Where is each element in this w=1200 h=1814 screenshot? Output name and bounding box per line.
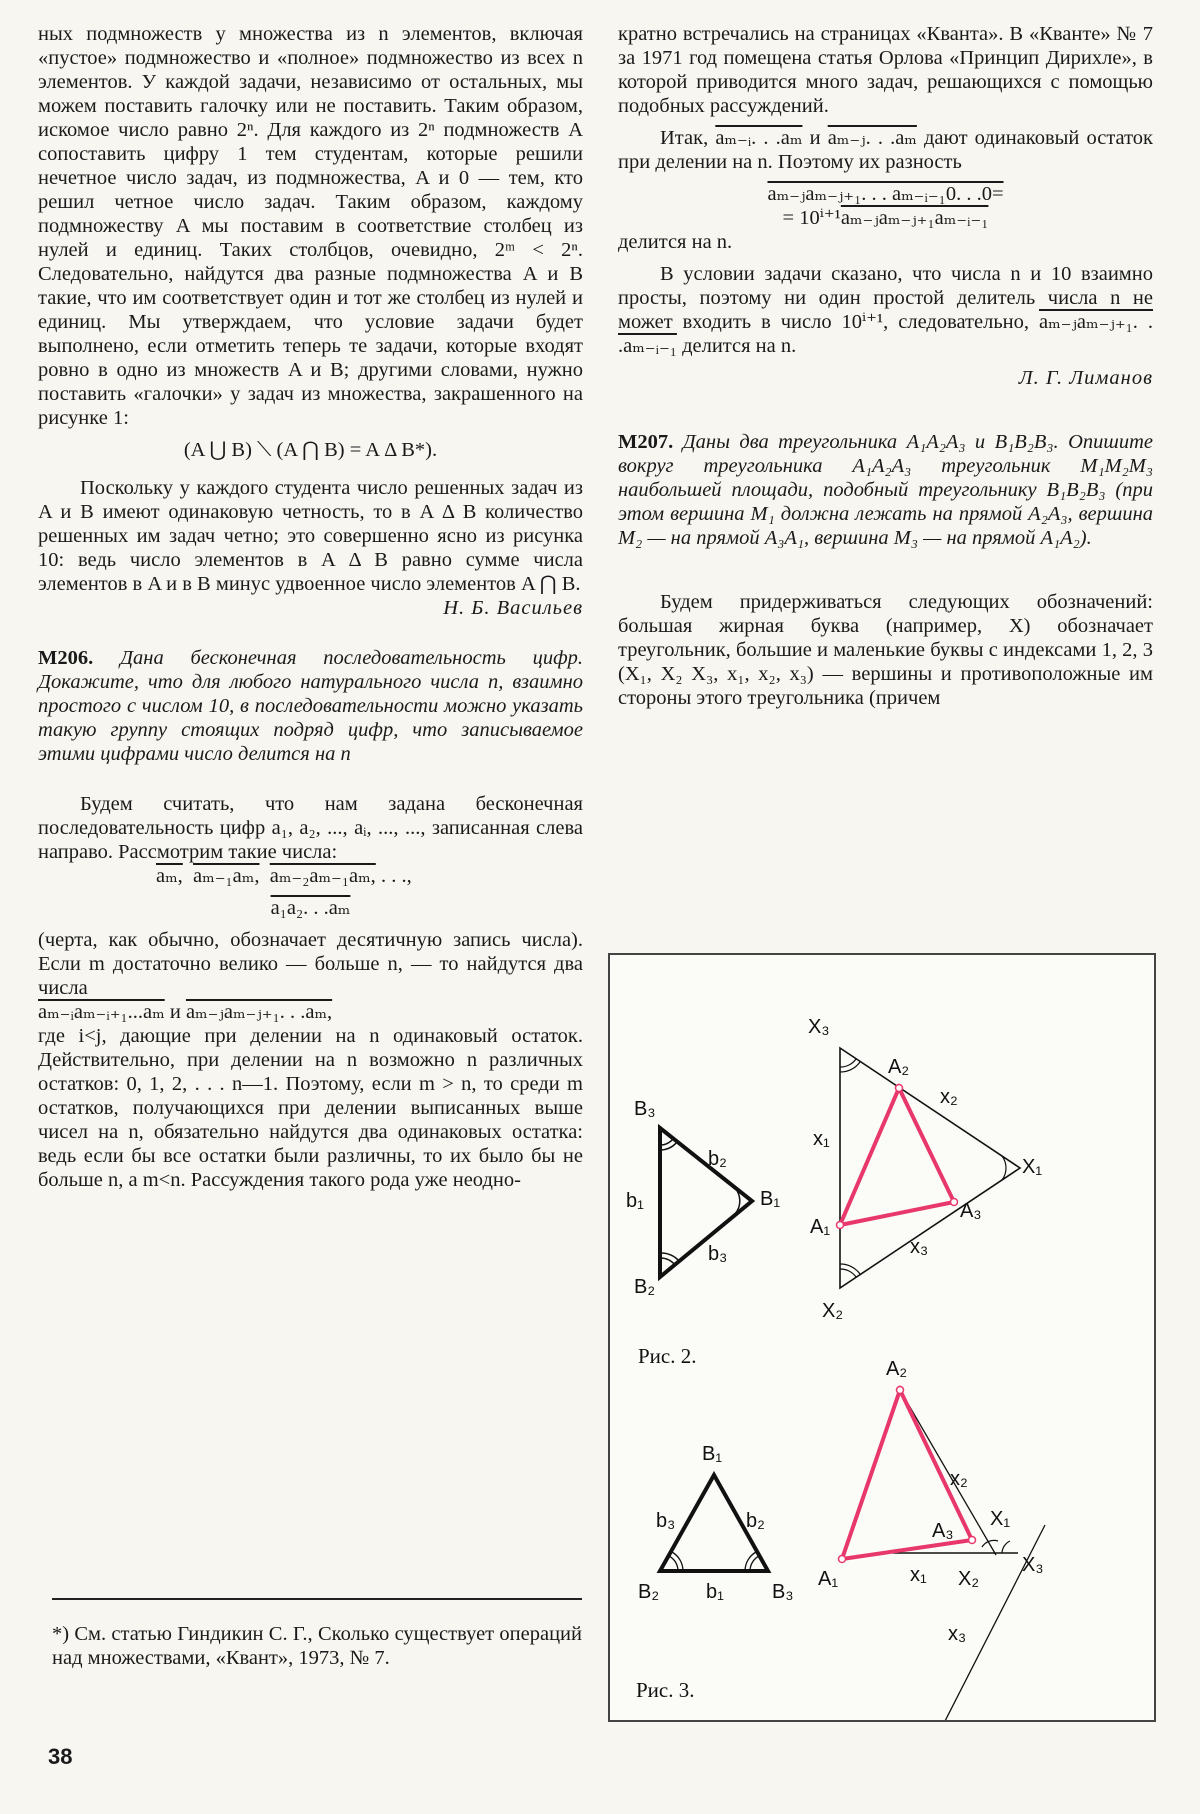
- left-paragraph-1: ных подмножеств у множества из n элементов, включая «пустое» подмножество и «полное» подмножество из всех n элементов. У каждой задачи, независимо от остальных, мы можем поставить галочку или не поставить. Таким образом, искомое число равно 2ⁿ. Для каждого из 2ⁿ подмножеств A сопоставить цифру 1 тем студентам, которые решили нечетное число задач, из подмножества, A и 0 — тем, кто решил четное число задач. Таким образом, каждому подмножеству A мы поставим в соответствие столбец из нулей и единиц. Таких столбцов, очевидно, 2ᵐ < 2ⁿ. Следовательно, найдутся два разные подмножества A и B такие, что им соответствует один и тот же столбец из нулей и единиц. Мы утверждаем, что условие задачи будет выполнено, если отметить теперь те задачи, которые входят ровно в одно из множеств A и B; другими словами, нужно поставить «галочки» у задач из множества, закрашенного на рисунке 1:: [38, 23, 583, 429]
- fig3-label-X2: X₂: [958, 1568, 980, 1590]
- signature-limanov: Л. Г. Лиманов: [1018, 367, 1153, 389]
- right-paragraph-4-text: В условии задачи сказано, что числа n и 10 взаимно просты, поэтому ни один простой делитель числа n не может входить в число 10ⁱ⁺¹, следовательно,: [618, 263, 1153, 333]
- number-am1: aₘ₋₁aₘ,: [193, 865, 260, 887]
- equals-sign: =: [782, 207, 795, 229]
- problem-m206-text: Дана бесконечная последовательность цифр. Докажите, что для любого натурального числа n, взаимно простого с числом 10, в последовательности можно указать такую группу стоящих подряд цифр, что записываемое этими цифрами число делится на n: [38, 647, 584, 765]
- difference-number: aₘ₋ⱼaₘ₋ⱼ₊₁. . . aₘ₋ᵢ₋₁0. . .0=: [767, 183, 1004, 205]
- number-a1-line: [38, 896, 583, 920]
- right-column: [618, 22, 1153, 710]
- fig3-angle-arc-x3: [1002, 1541, 1010, 1553]
- word-itak: Итак,: [660, 127, 709, 149]
- formula-set-difference: (A ⋃ B) ⟍ (A ⋂ B) = A Δ B*).: [183, 439, 438, 461]
- right-paragraph-4-end: делится на n.: [682, 335, 797, 357]
- fig2-angle-arc-x2: [840, 1269, 856, 1277]
- fig2-point-A2: [896, 1085, 903, 1092]
- fig2-label-B2: B₂: [634, 1276, 656, 1298]
- fig2-label-x2: x₂: [940, 1086, 958, 1108]
- fig2-angle-arc-x1: [1002, 1156, 1006, 1180]
- footnote: *) См. статью Гиндикин С. Г., Сколько существует операций над множествами, «Квант», 1973, № 7.: [52, 1623, 582, 1669]
- number-aj: aₘ₋ⱼaₘ₋ⱼ₊₁. . .aₘ,: [185, 1001, 333, 1023]
- left-column: [38, 22, 583, 1192]
- fig3-point-A2: [897, 1387, 904, 1394]
- fig2-label-x3: x₃: [910, 1236, 929, 1258]
- right-paragraph-5: Будем придерживаться следующих обозначений: большая жирная буква (например, X) обозначает треугольник, большие и маленькие буквы с индексами 1, 2, 3 (X₁, X₂ X₃, x₁, x₂, x₃) — вершины и противоположные им стороны этого треугольника (причем: [618, 591, 1153, 709]
- fig3-label-A1: A₁: [818, 1568, 839, 1590]
- left-paragraph-4a: (черта, как обычно, обозначает десятичную запись числа). Если m достаточно велико — больше n, — то найдутся два числа: [38, 929, 583, 999]
- fig3-point-A1: [839, 1556, 846, 1563]
- difference-formula-line-2: [618, 206, 1153, 230]
- number-dots: . . .,: [380, 865, 412, 887]
- difference-factor: aₘ₋ⱼaₘ₋ⱼ₊₁aₘ₋ᵢ₋₁: [840, 207, 989, 229]
- fig2-a-triangle-shape: [840, 1088, 954, 1225]
- number-amj: aₘ₋ⱼ. . .aₘ: [827, 127, 917, 149]
- fig2-label-b3: b₃: [708, 1243, 728, 1265]
- fig3-angle-arc-b2: [669, 1556, 678, 1571]
- signature-vasiliev: Н. Б. Васильев: [443, 597, 583, 619]
- right-paragraph-1: кратно встречались на страницах «Кванта». В «Кванте» № 7 за 1971 год помещена статья Орлова «Принцип Дирихле», в которой приводится много задач, решающихся с помощью подобных рассуждений.: [618, 23, 1153, 117]
- word-and-2: и: [809, 127, 821, 149]
- fig2-label-X3: X₃: [808, 1016, 830, 1038]
- fig3-label-x2: x₂: [950, 1468, 968, 1490]
- fig3-label-B3: B₃: [772, 1581, 794, 1603]
- problem-m207: [618, 430, 1153, 550]
- number-ai: aₘ₋ᵢaₘ₋ᵢ₊₁...aₘ: [38, 1001, 165, 1023]
- fig2-label-X2: X₂: [822, 1300, 844, 1322]
- fig2-label-B1: B₁: [760, 1188, 781, 1210]
- fig2-point-A1: [837, 1222, 844, 1229]
- fig3-label-b1: b₁: [706, 1581, 724, 1603]
- right-paragraph-4: [618, 262, 1153, 358]
- fig2-caption: Рис. 2.: [638, 1344, 697, 1368]
- difference-formula-line-1: [618, 182, 1153, 206]
- problem-m207-label: М207.: [618, 431, 674, 453]
- two-numbers-line: [38, 1000, 583, 1024]
- fig3-label-A3: A₃: [932, 1520, 954, 1542]
- fig2-label-X1: X₁: [1022, 1156, 1043, 1178]
- fig2-triangle-b: [626, 1098, 780, 1298]
- sequence-numbers: [38, 864, 583, 888]
- power-of-ten: 10ⁱ⁺¹: [799, 207, 841, 229]
- fig2-label-b2: b₂: [708, 1148, 727, 1170]
- fig3-angle-arc-b3: [750, 1556, 759, 1571]
- fig2-x-triangle-shape: [840, 1048, 1020, 1288]
- left-paragraph-4b: где i<j, дающие при делении на n одинаковый остаток. Действительно, при делении на n возможно n различных остатков: 0, 1, 2, . . . n—1. Поэтому, если m > n, то среди m остатков, получающихся при делении выписанных выше чисел на n, обязательно найдутся два одинаковых остатка: ведь если бы все остатки были различны, то их было бы не больше n, а m<n. Рассуждения такого рода уже неодно-: [38, 1025, 583, 1191]
- right-paragraph-3: делится на n.: [618, 231, 733, 253]
- footnote-divider: [52, 1598, 582, 1600]
- fig2-label-b1: b₁: [626, 1190, 644, 1212]
- conclusion-number: aₘ₋ⱼaₘ₋ⱼ₊₁. . .aₘ₋ᵢ₋₁: [618, 311, 1154, 357]
- fig3-point-A3: [969, 1537, 976, 1544]
- problem-m206-label: М206.: [38, 647, 94, 669]
- fig2-label-x1: x₁: [813, 1128, 830, 1150]
- fig3-caption: Рис. 3.: [636, 1678, 695, 1702]
- fig2-triangle-x: [808, 1016, 1042, 1322]
- fig2-label-A3: A₃: [960, 1200, 982, 1222]
- fig3-label-x1: x₁: [910, 1564, 927, 1586]
- problem-m206: [38, 646, 583, 766]
- fig2-label-B3: B₃: [634, 1098, 656, 1120]
- figure-box: [608, 953, 1156, 1722]
- fig3-label-b3: b₃: [656, 1510, 676, 1532]
- fig3-construction: [818, 1358, 1045, 1720]
- fig3-label-B1: B₁: [702, 1443, 723, 1465]
- number-am2: aₘ₋₂aₘ₋₁aₘ,: [269, 865, 376, 887]
- fig3-triangle-b: [638, 1443, 793, 1603]
- fig3-label-X3: X₃: [1022, 1554, 1044, 1576]
- fig2-b-triangle-shape: [660, 1128, 752, 1277]
- fig3-label-b2: b₂: [746, 1510, 765, 1532]
- fig2-angle-arc-x3: [840, 1059, 856, 1067]
- left-paragraph-2: Поскольку у каждого студента число решенных задач из A и B имеют одинаковую четность, то в A Δ B количество решенных им задач четно; это совершенно ясно из рисунка 10: ведь число элементов в A Δ B равно сумме числа элементов в A и в B минус удвоенное число элементов A ⋂ B.: [38, 477, 583, 595]
- fig3-label-X1: X₁: [990, 1508, 1011, 1530]
- word-and: и: [169, 1001, 181, 1023]
- fig3-label-B2: B₂: [638, 1581, 660, 1603]
- fig3-label-x3: x₃: [948, 1623, 967, 1645]
- number-a1: a₁a₂. . .aₘ: [270, 897, 351, 919]
- fig2-label-A1: A₁: [810, 1216, 831, 1238]
- right-paragraph-2: [618, 126, 1153, 174]
- left-paragraph-3: Будем считать, что нам задана бесконечная последовательность цифр a₁, a₂, ..., aᵢ, ..., ..., записанная слева направо. Рассмотрим такие числа:: [38, 793, 583, 863]
- problem-m207-text: Даны два треугольника A₁A₂A₃ и B₁B₂B₃. Опишите вокруг треугольника A₁A₂A₃ треугольник M₁M₂M₃ наибольшей площади, подобный треугольнику B₁B₂B₃ (при этом вершина M₁ должна лежать на прямой A₂A₃, вершина M₂ — на прямой A₃A₁, вершина M₃ — на прямой A₁A₂).: [618, 431, 1153, 549]
- figures-svg: [610, 955, 1154, 1720]
- fig2-point-A3: [951, 1199, 958, 1206]
- number-ami: aₘ₋ᵢ. . .aₘ: [715, 127, 803, 149]
- right-paragraph-2-rest: дают одинаковый остаток при делении на n. Поэтому их разность: [618, 127, 1154, 173]
- page-number: 38: [48, 1744, 73, 1769]
- fig2-label-A2: A₂: [888, 1056, 910, 1078]
- number-am: aₘ,: [156, 865, 183, 887]
- fig3-label-A2: A₂: [886, 1358, 908, 1380]
